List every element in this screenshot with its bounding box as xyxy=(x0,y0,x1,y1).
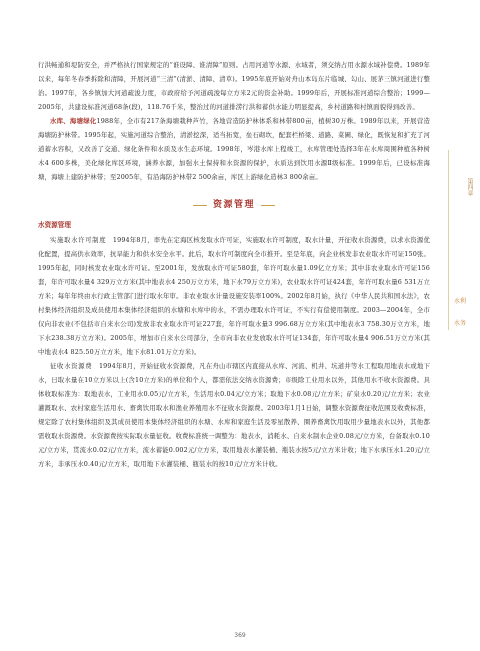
run-in-heading-greening: 水库、海塘绿化 xyxy=(50,117,97,125)
paragraph-river-clearing: 行洪畅通和堤防安全，并严格执行国家规定的“谁设障、谁清障”原则。占用河道等水源、水域者，须交纳占用水源水域补偿费。1989年以来，每年冬春季拆除和清障，开展河道“三清”(清淤、清障、清草)。1995年底开始对舟山本岛东片临城、勾山、展茅三镇河道进行整治。1997年，各乡镇加大河道疏浚力度，市政府给予河道疏浚每立方米2元的资金补助。1999年后，开展标准河道综合整治；1999—2005年，共建设标准河道68条(段)，118.76千米，整治过的河道排涝行洪和蓄供水能力明显提高，乡村道路和村镇面貌得到改善。 xyxy=(38,61,430,111)
sidebar-label-water-affairs: 水务 xyxy=(454,320,467,327)
page-body xyxy=(38,58,430,471)
paragraph-water-permit xyxy=(38,233,430,359)
chapter-tab: 第四章 xyxy=(466,178,473,196)
subsection-heading: 水资源管理 xyxy=(38,221,71,229)
title-ornament-right xyxy=(261,205,275,206)
paragraph-water-fee-text: 1994年8月，开始征收水资源费，凡在舟山市辖区内直接从水库、河流、机井、坑道井等水工程取用地表水或地下水，日取水量在10立方米以上(含10立方米)的单位和个人，都需依法交纳水资源费；市级除工业用水以外，其他用水不收水资源费。具体收取标准为：取地表水，工业用水0.05元/立方米，生活用水0.04元/立方米；取地下水0.08元/立方米；矿泉水0.20元/立方米；农业灌溉取水、农村家庭生活用水、畜禽饮用取水和渔业养殖用水不征收水资源费。2003年1月1日始，调整水资源费征收范围及收费标准，规定除了农村集体组织及其成员使用本集体经济组织的水塘、水库和家庭生活及零星散养、圈养畜禽饮用取用少量地表水以外，其他都需收取水资源费。水资源费按实际取水量征收。收费标准统一调整为：地表水，消耗水、自来水制水企业0.08元/立方米，台备取水0.10元/立方米，贯流水0.02元/立方米，流水蓄能0.002元/立方米，取用地表水灌装桶、瓶装水按5元/立方米计收；地下水承压水1.20元/立方米，非承压水0.40元/立方米，取用地下水灌装桶、瓶装水的按10元/立方米计收。 xyxy=(38,362,430,468)
sidebar-rule xyxy=(448,150,449,330)
paragraph-water-fee xyxy=(38,359,430,471)
sidebar-label-water-conservancy: 水利 xyxy=(454,298,467,305)
paragraph-greening-text: 1988年，全市有217条海塘栽种芦竹，各地营造防护林体系和林带800亩，植树30万株。1989年以来，开展营造海塘防护林带。1995年起，实施河道综合整治，清淤挖深，适当拓宽，垒石砌坎，配套栏桥梁、道路、菜圃、绿化，既恢复和扩充了河道蓄水容积，又改善了交通、绿化条件和水质及水生态环境。1998年，岑港水库上程竣工，水库管理处选择3年在水库周围种植各种树木4 600多株，美化绿化库区环境，涵养水源，加强水土保持和水资源的保护，水质达到饮用水源Ⅱ级标准。1999年后，已设标准海塘，海塘上建防护林带；至2005年，有沿海防护林带2 500余亩，库区上游绿化造林3 800余亩。 xyxy=(38,117,430,181)
page-number: 369 xyxy=(234,632,246,639)
run-in-heading-fee: 征收水资源费 xyxy=(50,362,93,370)
run-in-heading-permit: 实施取水许可制度 xyxy=(50,236,107,244)
paragraph-greening xyxy=(38,114,430,184)
title-ornament-left xyxy=(193,205,207,206)
section-title: 资源管理 xyxy=(212,200,255,210)
section-header xyxy=(38,198,430,212)
paragraph-water-permit-text: 1994年8月，率先在定海区核发取水许可证，实施取水许可制度，取水计量，开征收水资源费，以求水资源优化配置，提高供水效率，抗旱能力和供水安全水平。此后，取水许可制度向全市推开。至是年底，向企业核发非农业取水许可证150张。1995年起，同时核发农业取水许可证。至2001年，发放取水许可证580套，年许可取水量1.09亿立方米；其中非农业取水许可证156套，年许可取水量4 329万立方米(其中地表水4 250万立方米，地下水79万立方米)，农业取水许可证424套，年许可取水量6 531万立方米；每年年终由水行政主管部门进行取水年审。非农业取水计量设施安装率100%。2002年8月始，执行《中华人民共和国水法》，农村集体经济组织及成员使用本集体经济组织的水塘和水库中的水，不需办理取水许可证，不实行有偿使用制度。2003—2004年，全市仅向非农业(不包括市自来水公司)发放非农业取水许可证227套，年许可取水量3 996.68万立方米(其中地表水3 758.30万立方米，地下水238.38万立方米)。2005年，增加市自来水公司部分，全市向非农业发放取水许可证134套，年许可取水量4 906.51万立方米(其中地表水4 825.50万立方米，地下水81.01万立方米)。 xyxy=(38,236,431,356)
